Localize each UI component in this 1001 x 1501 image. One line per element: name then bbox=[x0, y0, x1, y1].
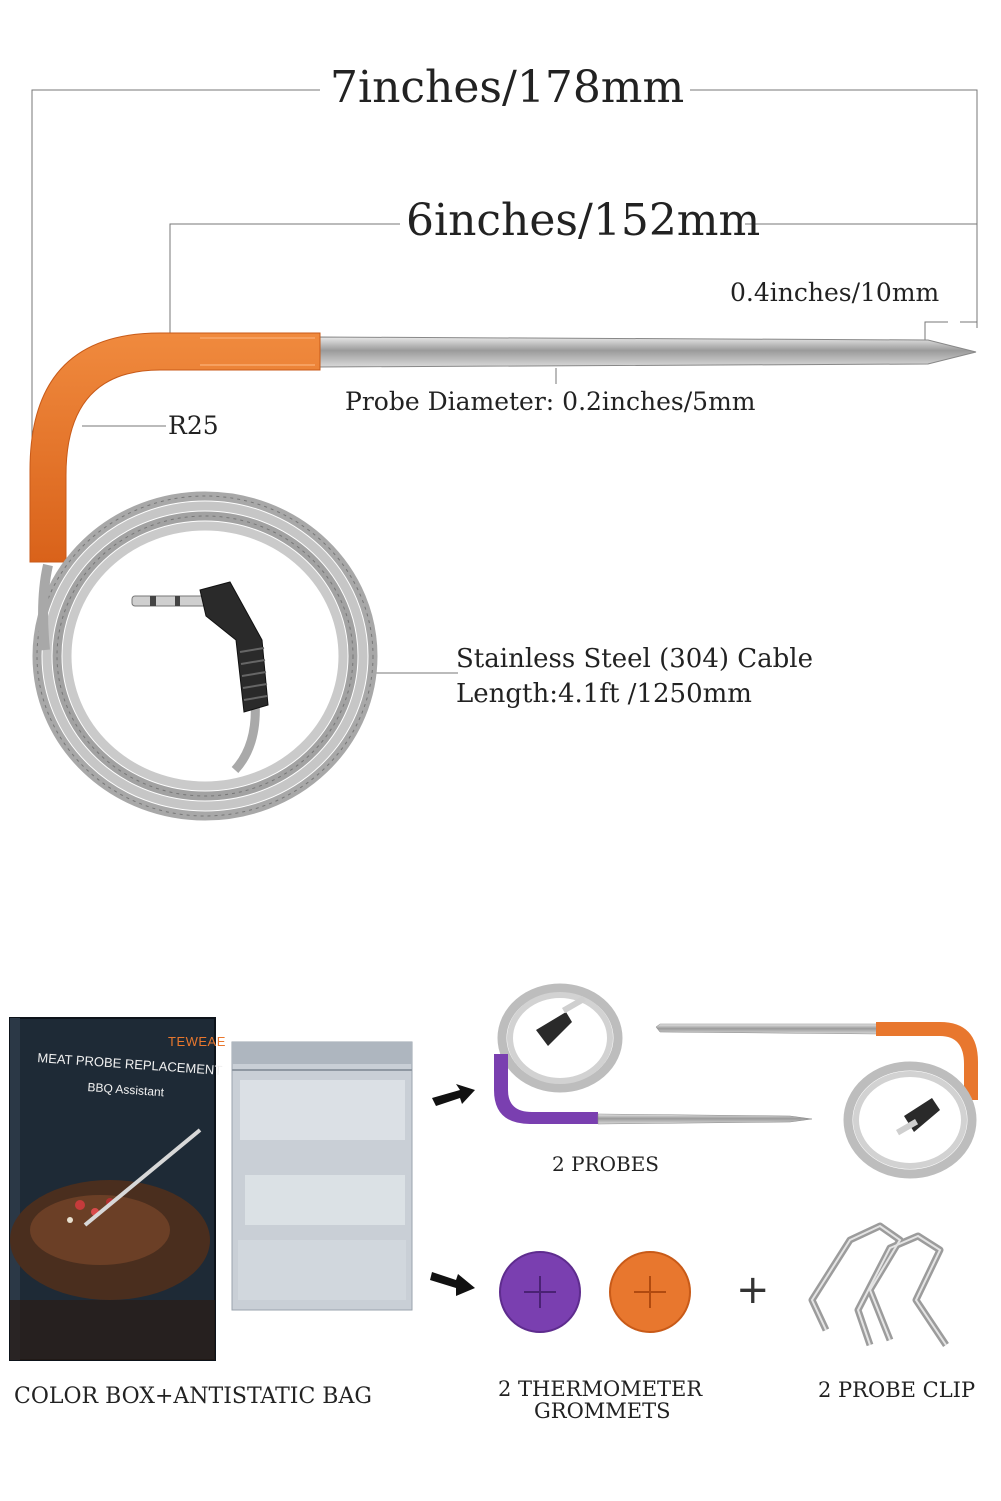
box-brand: TEWEAE bbox=[168, 1034, 226, 1049]
antistatic-bag bbox=[232, 1042, 412, 1310]
box-title: MEAT PROBE REPLACEMENT bbox=[36, 1050, 223, 1078]
box-caption: COLOR BOX+ANTISTATIC BAG bbox=[14, 1384, 372, 1409]
grommets-caption-line1: 2 THERMOMETER bbox=[498, 1377, 703, 1401]
purple-grommet bbox=[500, 1252, 580, 1332]
plus-icon: + bbox=[736, 1267, 770, 1313]
probes-caption: 2 PROBES bbox=[552, 1152, 659, 1176]
total-length-label: 7inches/178mm bbox=[330, 62, 685, 113]
box-subtitle: BBQ Assistant bbox=[87, 1080, 165, 1100]
probe-diameter-label: Probe Diameter: 0.2inches/5mm bbox=[345, 387, 756, 416]
jack-plug bbox=[132, 582, 268, 712]
arrow-icon-grommets bbox=[430, 1272, 475, 1296]
steel-cable bbox=[37, 496, 373, 816]
grommets-caption-line2: GROMMETS bbox=[534, 1399, 671, 1423]
tip-length-label: 0.4inches/10mm bbox=[730, 278, 940, 307]
clip-caption: 2 PROBE CLIP bbox=[818, 1378, 976, 1402]
dimension-lines bbox=[32, 90, 977, 673]
probe-length-label: 6inches/152mm bbox=[406, 195, 761, 246]
cable-material-label: Stainless Steel (304) Cable bbox=[456, 644, 814, 674]
cable-length-label: Length:4.1ft /1250mm bbox=[456, 679, 752, 709]
probe-clip bbox=[812, 1226, 946, 1345]
orange-probe bbox=[656, 1022, 978, 1174]
orange-grommet bbox=[610, 1252, 690, 1332]
probe-rod bbox=[318, 337, 976, 367]
purple-probe bbox=[494, 988, 812, 1124]
arrow-icon-probes bbox=[432, 1084, 475, 1106]
bend-radius-label: R25 bbox=[168, 411, 219, 440]
